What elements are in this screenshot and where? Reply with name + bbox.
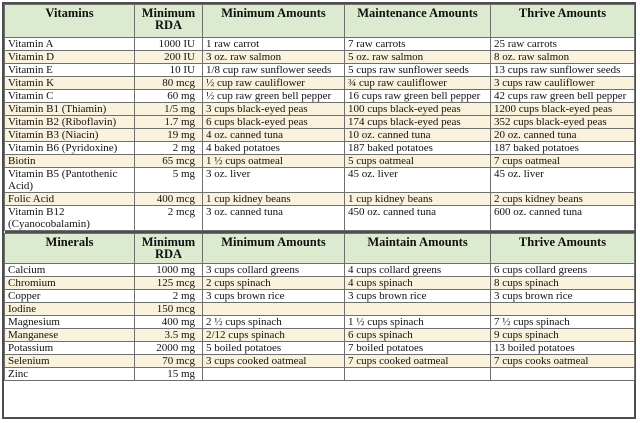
maintenance-amount-cell: ¾ cup raw cauliflower	[345, 77, 491, 90]
maintenance-amount-cell: 174 cups black-eyed peas	[345, 116, 491, 129]
thrive-amount-cell: 13 cups raw sunflower seeds	[491, 64, 635, 77]
nutrient-name-cell: Chromium	[5, 277, 135, 290]
rda-cell: 150 mcg	[135, 303, 203, 316]
nutrient-name-cell: Vitamin E	[5, 64, 135, 77]
thrive-amount-cell: 45 oz. liver	[491, 168, 635, 193]
thrive-amount-cell: 1200 cups black-eyed peas	[491, 103, 635, 116]
thrive-amount-cell: 2 cups kidney beans	[491, 193, 635, 206]
thrive-amount-cell: 42 cups raw green bell pepper	[491, 90, 635, 103]
nutrient-name-cell: Biotin	[5, 155, 135, 168]
minerals-header-row	[5, 234, 635, 264]
minimum-amount-cell: ½ cup raw green bell pepper	[203, 90, 345, 103]
table-row	[5, 368, 635, 381]
maintenance-amount-cell: 7 cups cooked oatmeal	[345, 355, 491, 368]
thrive-amount-cell: 9 cups spinach	[491, 329, 635, 342]
header-thrive-amounts: Thrive Amounts	[491, 5, 635, 38]
table-row	[5, 64, 635, 77]
nutrient-name-cell: Vitamin B5 (Pantothenic Acid)	[5, 168, 135, 193]
table-row	[5, 103, 635, 116]
table-row	[5, 355, 635, 368]
maintenance-amount-cell: 187 baked potatoes	[345, 142, 491, 155]
header-minimum-rda: Minimum RDA	[135, 5, 203, 38]
rda-cell: 200 IU	[135, 51, 203, 64]
header-minimum-amounts: Minimum Amounts	[203, 234, 345, 264]
table-row	[5, 142, 635, 155]
rda-cell: 10 IU	[135, 64, 203, 77]
thrive-amount-cell: 8 cups spinach	[491, 277, 635, 290]
nutrient-name-cell: Folic Acid	[5, 193, 135, 206]
nutrition-table	[4, 4, 635, 381]
table-row	[5, 264, 635, 277]
maintenance-amount-cell: 5 oz. raw salmon	[345, 51, 491, 64]
rda-cell: 15 mg	[135, 368, 203, 381]
minimum-amount-cell: ½ cup raw cauliflower	[203, 77, 345, 90]
minimum-amount-cell: 3 cups cooked oatmeal	[203, 355, 345, 368]
table-row	[5, 316, 635, 329]
rda-cell: 1000 mg	[135, 264, 203, 277]
minimum-amount-cell: 6 cups black-eyed peas	[203, 116, 345, 129]
vitamins-section	[5, 5, 635, 231]
minimum-amount-cell: 2/12 cups spinach	[203, 329, 345, 342]
maintenance-amount-cell: 5 cups raw sunflower seeds	[345, 64, 491, 77]
minimum-amount-cell: 1 cup kidney beans	[203, 193, 345, 206]
maintenance-amount-cell: 100 cups black-eyed peas	[345, 103, 491, 116]
thrive-amount-cell: 7 cups oatmeal	[491, 155, 635, 168]
table-row	[5, 116, 635, 129]
nutrient-name-cell: Vitamin B2 (Riboflavin)	[5, 116, 135, 129]
rda-cell: 1.7 mg	[135, 116, 203, 129]
nutrient-name-cell: Vitamin K	[5, 77, 135, 90]
table-row	[5, 193, 635, 206]
rda-cell: 60 mg	[135, 90, 203, 103]
minimum-amount-cell	[203, 368, 345, 381]
nutrient-name-cell: Iodine	[5, 303, 135, 316]
header-maintenance-amounts: Maintenance Amounts	[345, 5, 491, 38]
header-thrive-amounts: Thrive Amounts	[491, 234, 635, 264]
table-row	[5, 90, 635, 103]
maintenance-amount-cell: 4 cups collard greens	[345, 264, 491, 277]
maintenance-amount-cell: 4 cups spinach	[345, 277, 491, 290]
minimum-amount-cell: 3 cups black-eyed peas	[203, 103, 345, 116]
thrive-amount-cell: 6 cups collard greens	[491, 264, 635, 277]
maintenance-amount-cell	[345, 303, 491, 316]
thrive-amount-cell: 7 ½ cups spinach	[491, 316, 635, 329]
minimum-amount-cell: 2 ½ cups spinach	[203, 316, 345, 329]
maintenance-amount-cell: 16 cups raw green bell pepper	[345, 90, 491, 103]
table-row	[5, 277, 635, 290]
maintenance-amount-cell: 45 oz. liver	[345, 168, 491, 193]
maintenance-amount-cell: 450 oz. canned tuna	[345, 206, 491, 231]
thrive-amount-cell: 600 oz. canned tuna	[491, 206, 635, 231]
maintenance-amount-cell: 7 raw carrots	[345, 38, 491, 51]
table-row	[5, 290, 635, 303]
nutrient-name-cell: Magnesium	[5, 316, 135, 329]
nutrient-name-cell: Vitamin B1 (Thiamin)	[5, 103, 135, 116]
nutrient-name-cell: Vitamin D	[5, 51, 135, 64]
header-vitamins: Vitamins	[5, 5, 135, 38]
minimum-amount-cell: 3 oz. raw salmon	[203, 51, 345, 64]
vitamins-header-row	[5, 5, 635, 38]
header-minimum-rda: Minimum RDA	[135, 234, 203, 264]
maintenance-amount-cell: 1 ½ cups spinach	[345, 316, 491, 329]
rda-cell: 400 mg	[135, 316, 203, 329]
minimum-amount-cell: 3 oz. canned tuna	[203, 206, 345, 231]
rda-cell: 65 mcg	[135, 155, 203, 168]
nutrient-name-cell: Selenium	[5, 355, 135, 368]
maintenance-amount-cell: 3 cups brown rice	[345, 290, 491, 303]
table-row	[5, 206, 635, 231]
maintenance-amount-cell	[345, 368, 491, 381]
maintenance-amount-cell: 7 boiled potatoes	[345, 342, 491, 355]
thrive-amount-cell: 8 oz. raw salmon	[491, 51, 635, 64]
maintenance-amount-cell: 6 cups spinach	[345, 329, 491, 342]
minimum-amount-cell: 5 boiled potatoes	[203, 342, 345, 355]
nutrient-name-cell: Vitamin B3 (Niacin)	[5, 129, 135, 142]
table-row	[5, 38, 635, 51]
thrive-amount-cell: 3 cups brown rice	[491, 290, 635, 303]
rda-cell: 2 mcg	[135, 206, 203, 231]
table-row	[5, 129, 635, 142]
minimum-amount-cell: 1 ½ cups oatmeal	[203, 155, 345, 168]
rda-cell: 125 mcg	[135, 277, 203, 290]
table-row	[5, 329, 635, 342]
rda-cell: 1000 IU	[135, 38, 203, 51]
thrive-amount-cell: 25 raw carrots	[491, 38, 635, 51]
rda-cell: 2 mg	[135, 290, 203, 303]
nutrient-name-cell: Zinc	[5, 368, 135, 381]
header-minimum-amounts: Minimum Amounts	[203, 5, 345, 38]
thrive-amount-cell	[491, 303, 635, 316]
nutrient-name-cell: Calcium	[5, 264, 135, 277]
rda-cell: 400 mcg	[135, 193, 203, 206]
header-minerals: Minerals	[5, 234, 135, 264]
nutrient-name-cell: Vitamin A	[5, 38, 135, 51]
thrive-amount-cell: 7 cups cooks oatmeal	[491, 355, 635, 368]
minimum-amount-cell: 3 oz. liver	[203, 168, 345, 193]
minimum-amount-cell: 3 cups collard greens	[203, 264, 345, 277]
table-row	[5, 168, 635, 193]
table-row	[5, 342, 635, 355]
rda-cell: 5 mg	[135, 168, 203, 193]
header-maintain-amounts: Maintain Amounts	[345, 234, 491, 264]
minimum-amount-cell	[203, 303, 345, 316]
minimum-amount-cell: 1/8 cup raw sunflower seeds	[203, 64, 345, 77]
maintenance-amount-cell: 5 cups oatmeal	[345, 155, 491, 168]
nutrient-name-cell: Manganese	[5, 329, 135, 342]
rda-cell: 2 mg	[135, 142, 203, 155]
minimum-amount-cell: 1 raw carrot	[203, 38, 345, 51]
nutrient-name-cell: Vitamin B6 (Pyridoxine)	[5, 142, 135, 155]
thrive-amount-cell: 352 cups black-eyed peas	[491, 116, 635, 129]
nutrient-name-cell: Vitamin C	[5, 90, 135, 103]
nutrition-table-frame	[2, 2, 636, 419]
thrive-amount-cell: 13 boiled potatoes	[491, 342, 635, 355]
thrive-amount-cell	[491, 368, 635, 381]
nutrient-name-cell: Potassium	[5, 342, 135, 355]
minimum-amount-cell: 4 baked potatoes	[203, 142, 345, 155]
maintenance-amount-cell: 10 oz. canned tuna	[345, 129, 491, 142]
maintenance-amount-cell: 1 cup kidney beans	[345, 193, 491, 206]
nutrient-name-cell: Vitamin B12 (Cyanocobalamin)	[5, 206, 135, 231]
minimum-amount-cell: 2 cups spinach	[203, 277, 345, 290]
thrive-amount-cell: 20 oz. canned tuna	[491, 129, 635, 142]
rda-cell: 1/5 mg	[135, 103, 203, 116]
thrive-amount-cell: 3 cups raw cauliflower	[491, 77, 635, 90]
table-row	[5, 155, 635, 168]
rda-cell: 80 mcg	[135, 77, 203, 90]
table-row	[5, 77, 635, 90]
thrive-amount-cell: 187 baked potatoes	[491, 142, 635, 155]
minimum-amount-cell: 4 oz. canned tuna	[203, 129, 345, 142]
table-row	[5, 51, 635, 64]
rda-cell: 2000 mg	[135, 342, 203, 355]
rda-cell: 3.5 mg	[135, 329, 203, 342]
nutrient-name-cell: Copper	[5, 290, 135, 303]
minimum-amount-cell: 3 cups brown rice	[203, 290, 345, 303]
rda-cell: 19 mg	[135, 129, 203, 142]
table-row	[5, 303, 635, 316]
minerals-section	[5, 234, 635, 381]
rda-cell: 70 mcg	[135, 355, 203, 368]
